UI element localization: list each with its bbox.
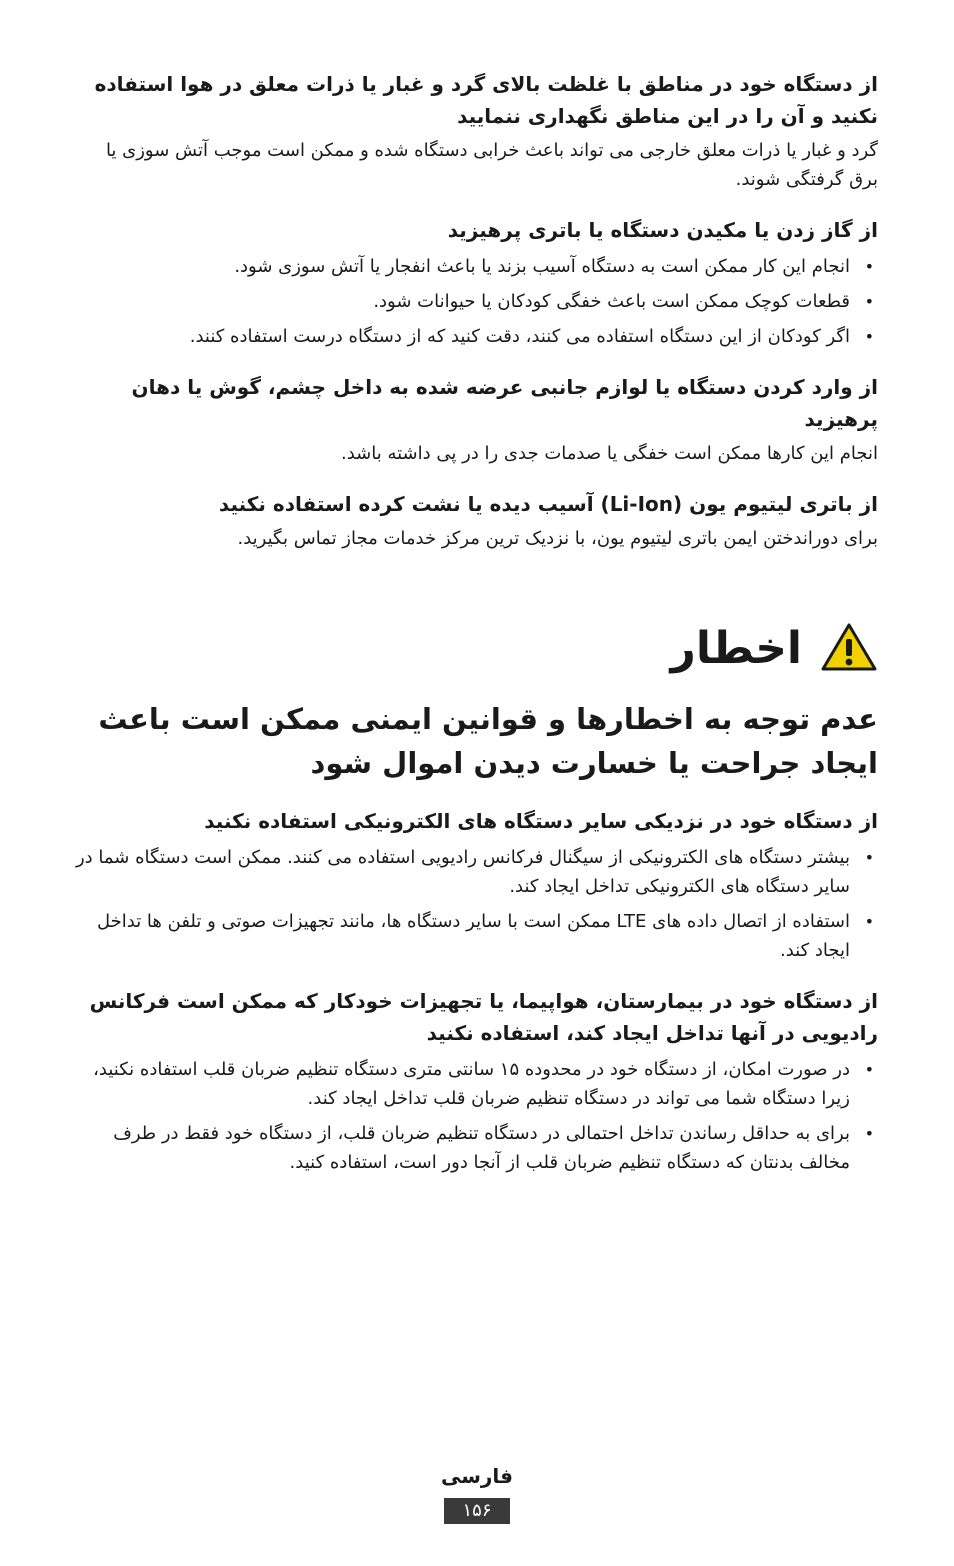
page-content (74, 68, 878, 1197)
bullet-icon: • (864, 848, 874, 867)
section-heading: از دستگاه خود در بیمارستان، هواپیما، یا تجهیزات خودکار که ممکن است فرکانس رادیویی در آنها تداخل ایجاد کند، استفاده نکنید (89, 989, 878, 1045)
page-footer (0, 1462, 954, 1524)
section-heading: از گاز زدن یا مکیدن دستگاه یا باتری پرهیزید (447, 218, 878, 242)
section-text: گرد و غبار یا ذرات معلق خارجی می تواند باعث خرابی دستگاه شده و ممکن است موجب آتش سوزی یا برق گرفتگی شوند. (105, 140, 878, 190)
warning-title (74, 621, 878, 677)
list-item: • انجام این کار ممکن است به دستگاه آسیب بزند یا باعث انفجار یا آتش سوزی شود. (74, 252, 878, 281)
section-hospital (74, 985, 878, 1177)
list-item: • استفاده از اتصال داده های LTE ممکن است با سایر دستگاه ها، مانند تجهیزات صوتی و تلفن ها تداخل ایجاد کند. (74, 907, 878, 965)
section-text: برای دوراندختن ایمن باتری لیتیوم یون، با نزدیک ترین مرکز خدمات مجاز تماس بگیرید. (237, 528, 878, 549)
bullet-icon: • (864, 292, 874, 311)
section-text: انجام این کارها ممکن است خفگی یا صدمات جدی را در پی داشته باشد. (340, 443, 878, 464)
section-heading: از دستگاه خود در مناطق با غلظت بالای گرد و غبار یا ذرات معلق در هوا استفاده نکنید و آن را در این مناطق نگهداری ننمایید (94, 72, 878, 128)
bullet-list (74, 1055, 878, 1177)
section-dust (74, 68, 878, 194)
list-item: • بیشتر دستگاه های الکترونیکی از سیگنال فرکانس رادیویی استفاده می کنند. ممکن است دستگاه شما در سایر دستگاه های الکترونیکی تداخل ایجاد کند. (74, 843, 878, 901)
bullet-icon: • (864, 1124, 874, 1143)
page-number: ۱۵۶ (444, 1498, 510, 1524)
section-battery (74, 488, 878, 553)
section-heading: از وارد کردن دستگاه یا لوازم جانبی عرضه شده به داخل چشم، گوش یا دهان پرهیزید (131, 375, 878, 431)
list-item: • برای به حداقل رساندن تداخل احتمالی در دستگاه تنظیم ضربان قلب، از دستگاه خود فقط در طرف مخالف بدنتان که دستگاه تنظیم ضربان قلب از آنجا دور است، استفاده کنید. (74, 1119, 878, 1177)
section-inserting (74, 371, 878, 468)
warning-title-text: اخطار (670, 623, 802, 674)
list-item: • قطعات کوچک ممکن است باعث خفگی کودکان یا حیوانات شود. (74, 287, 878, 316)
warning-subtitle: عدم توجه به اخطارها و قوانین ایمنی ممکن است باعث ایجاد جراحت یا خسارت دیدن اموال شود (98, 702, 878, 780)
section-heading: از دستگاه خود در نزدیکی سایر دستگاه های الکترونیکی استفاده نکنید (204, 809, 878, 833)
bullet-icon: • (864, 1060, 874, 1079)
section-interference (74, 805, 878, 965)
footer-language: فارسی (440, 1464, 514, 1488)
bullet-icon: • (864, 912, 874, 931)
bullet-list (74, 252, 878, 351)
warning-triangle-icon (820, 622, 878, 676)
list-item: • اگر کودکان از این دستگاه استفاده می کنند، دقت کنید که از دستگاه درست استفاده کنند. (74, 322, 878, 351)
bullet-icon: • (864, 327, 874, 346)
list-item: • در صورت امکان، از دستگاه خود در محدوده ۱۵ سانتی متری دستگاه تنظیم ضربان قلب استفاده نکنید، زیرا دستگاه شما می تواند در دستگاه تنظیم ضربان قلب تداخل ایجاد کند. (74, 1055, 878, 1113)
bullet-icon: • (864, 257, 874, 276)
section-biting (74, 214, 878, 351)
bullet-list (74, 843, 878, 965)
section-heading: از باتری لیتیوم یون (Li-Ion) آسیب دیده یا نشت کرده استفاده نکنید (218, 492, 878, 516)
